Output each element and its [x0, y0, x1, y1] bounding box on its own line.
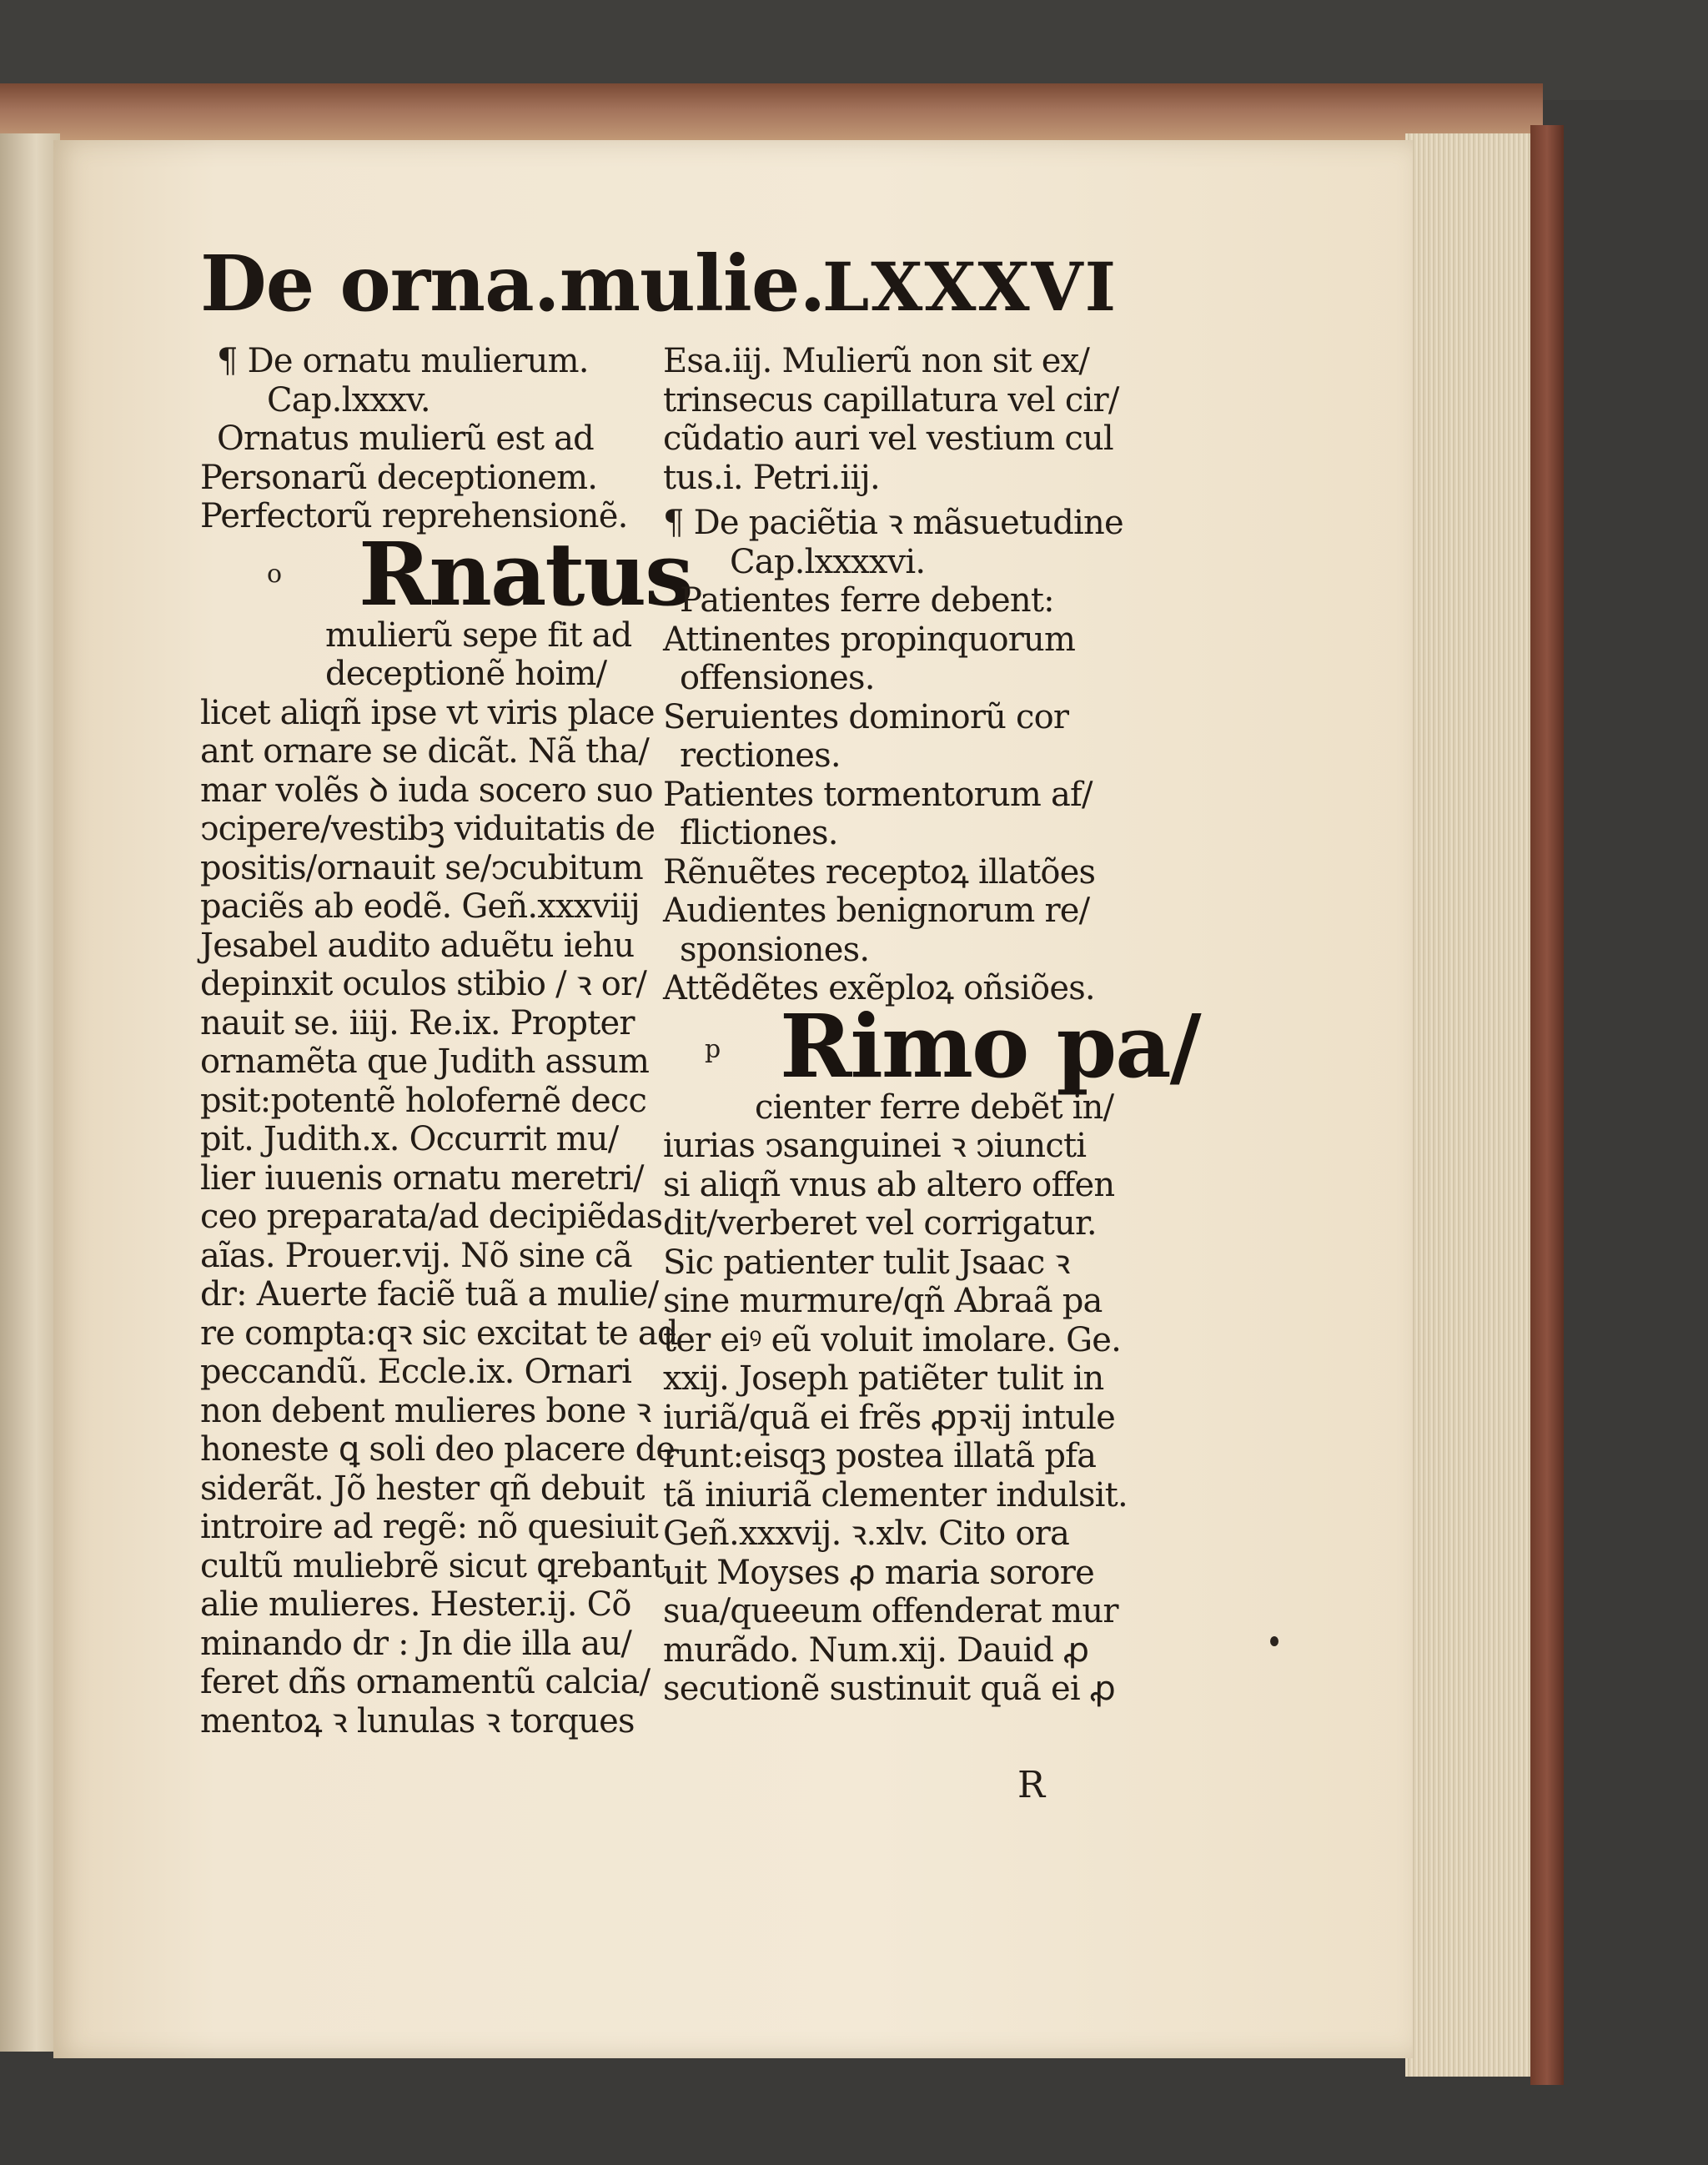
text-line: re compta:qꝛ sic excitat te ad: [200, 1314, 678, 1353]
folio-number: LXXXVI: [822, 248, 1118, 326]
text-line: dr: Auerte faciẽ tuã a mulie/: [200, 1275, 659, 1314]
text-line: flictiones.: [680, 814, 838, 852]
text-line: Personarũ deceptionem.: [200, 458, 598, 497]
right-column: [663, 342, 1200, 1806]
text-line: ter eiꝰ eũ voluit imolare. Ge.: [663, 1320, 1122, 1359]
text-line: murãdo. Num.xij. Dauid ꝓ: [663, 1630, 1089, 1670]
text-line: nauit se. iiij. Re.ix. Propter: [200, 1003, 635, 1042]
text-line: tus.i. Petri.iij.: [663, 458, 880, 497]
text-line: non debent mulieres bone ꝛ: [200, 1391, 651, 1430]
left-column: [200, 342, 692, 1741]
right-initial-row: [663, 994, 1200, 1098]
decorated-initial-word: Rimo pa/: [780, 994, 1200, 1098]
text-line: sine murmure/qñ Abraã pa: [663, 1282, 1103, 1320]
text-line: cultũ muliebrẽ sicut ꝗrebant: [200, 1546, 665, 1585]
text-line: paciẽs ab eodẽ. Geñ.xxxviij: [200, 887, 640, 926]
left-initial-row: [200, 522, 692, 625]
text-line: Seruientes dominorũ cor: [663, 697, 1069, 736]
text-line: Rẽnuẽtes receptoꝝ illatões: [663, 852, 1096, 892]
text-line: ornamẽta que Judith assum: [200, 1042, 650, 1081]
text-line: trinsecus capillatura vel cir/: [663, 380, 1119, 419]
binding-edge: [0, 83, 1543, 142]
running-title: De orna.mulie.: [200, 239, 826, 329]
text-line: alie mulieres. Hester.ij. Cõ: [200, 1585, 631, 1624]
text-line: Attinentes propinquorum: [663, 620, 1076, 659]
guide-letter: p: [705, 1034, 721, 1064]
text-line: Esa.iij. Mulierũ non sit ex/: [663, 342, 1090, 380]
left-column-heading: [200, 342, 634, 536]
text-line: Geñ.xxxvij. ꝛ.xlv. Cito ora: [663, 1514, 1070, 1553]
text-line: minando dr : Jn die illa au/: [200, 1624, 632, 1663]
text-line: [663, 497, 1097, 504]
text-line: lier iuuenis ornatu meretri/: [200, 1158, 644, 1198]
ink-speck: [1270, 1636, 1278, 1646]
left-column-body: [200, 615, 678, 1741]
text-line: tã iniuriã clementer indulsit.: [663, 1475, 1128, 1514]
decorated-initial-word: Rnatus: [359, 522, 692, 625]
text-line: deceptionẽ hoim/: [325, 655, 607, 693]
text-line: aĩas. Prouer.vij. Nõ sine cã: [200, 1236, 632, 1275]
text-line: mentoꝝ ꝛ lunulas ꝛ torques: [200, 1701, 635, 1741]
text-line: depinxit oculos stibio / ꝛ or/: [200, 965, 647, 1003]
text-line: mar volẽs ꝺ iuda socero suo: [200, 771, 653, 810]
text-line: mulierũ sepe fit ad: [325, 615, 632, 655]
text-line: ceo preparata/ad decipiẽdas: [200, 1198, 663, 1236]
right-column-body: [663, 1088, 1128, 1709]
text-line: iuriã/quã ei frẽs ꝓpꝛij intule: [663, 1398, 1116, 1437]
text-line: iurias ↄsanguinei ꝛ ↄiuncti: [663, 1127, 1087, 1165]
catchword: R: [1017, 1764, 1046, 1806]
text-line: runt:eisqꝫ postea illatã pfa: [663, 1437, 1097, 1475]
book-cover-edge: [1530, 125, 1564, 2085]
text-line: licet aliqñ ipse vt viris place: [200, 693, 655, 732]
text-line: peccandũ. Eccle.ix. Ornari: [200, 1353, 632, 1391]
text-line: dit/verberet vel corrigatur.: [663, 1204, 1097, 1243]
text-line: Patientes ferre debent:: [680, 581, 1054, 620]
text-line: Patientes tormentorum af/: [663, 775, 1093, 814]
text-line: sponsiones.: [680, 930, 870, 969]
text-line: Perfectorũ reprehensionẽ.: [200, 497, 628, 535]
facing-page-edge: [0, 133, 60, 2052]
text-line: psit:potentẽ holofernẽ decc: [200, 1081, 647, 1120]
text-line: Cap.lxxxv.: [267, 380, 430, 419]
text-line: honeste ꝗ soli deo placere de: [200, 1430, 676, 1469]
text-line: Attẽdẽtes exẽploꝝ oñsiões.: [663, 969, 1095, 1007]
text-line: sua/queeum offenderat mur: [663, 1592, 1118, 1630]
text-line: siderãt. Jõ hester qñ debuit: [200, 1469, 645, 1508]
page-header: [200, 239, 1118, 334]
guide-letter: o: [267, 559, 283, 589]
text-line: Jesabel audito aduẽtu iehu: [200, 926, 635, 965]
page-block-edges: [1405, 133, 1530, 2077]
text-line: ↄcipere/vestibꝫ viduitatis de: [200, 810, 656, 848]
text-line: ¶ De ornatu mulierum.: [217, 342, 589, 380]
text-line: positis/ornauit se/ↄcubitum: [200, 848, 643, 887]
text-line: Ornatus mulierũ est ad: [217, 419, 594, 458]
text-line: Sic patienter tulit Jsaac ꝛ: [663, 1243, 1070, 1282]
text-line: si aliqñ vnus ab altero offen: [663, 1165, 1115, 1204]
text-line: cienter ferre debẽt in/: [755, 1088, 1114, 1127]
right-column-heading: [663, 342, 1123, 1008]
text-line: offensiones.: [680, 659, 875, 697]
text-line: pit. Judith.x. Occurrit mu/: [200, 1120, 619, 1158]
text-line: rectiones.: [680, 736, 841, 775]
text-line: uit Moyses ꝓ maria sorore: [663, 1553, 1094, 1592]
text-line: introire ad regẽ: nõ quesiuit: [200, 1508, 658, 1546]
text-line: cũdatio auri vel vestium cul: [663, 419, 1113, 458]
text-line: Cap.lxxxxvi.: [730, 542, 926, 581]
text-line: Audientes benignorum re/: [663, 892, 1090, 930]
text-line: xxij. Joseph patiẽter tulit in: [663, 1359, 1104, 1398]
text-line: secutionẽ sustinuit quã ei ꝓ: [663, 1670, 1115, 1708]
text-line: ¶ De paciẽtia ꝛ mãsuetudine: [663, 504, 1123, 542]
text-line: ant ornare se dicãt. Nã tha/: [200, 732, 650, 771]
text-line: feret dñs ornamentũ calcia/: [200, 1663, 651, 1701]
